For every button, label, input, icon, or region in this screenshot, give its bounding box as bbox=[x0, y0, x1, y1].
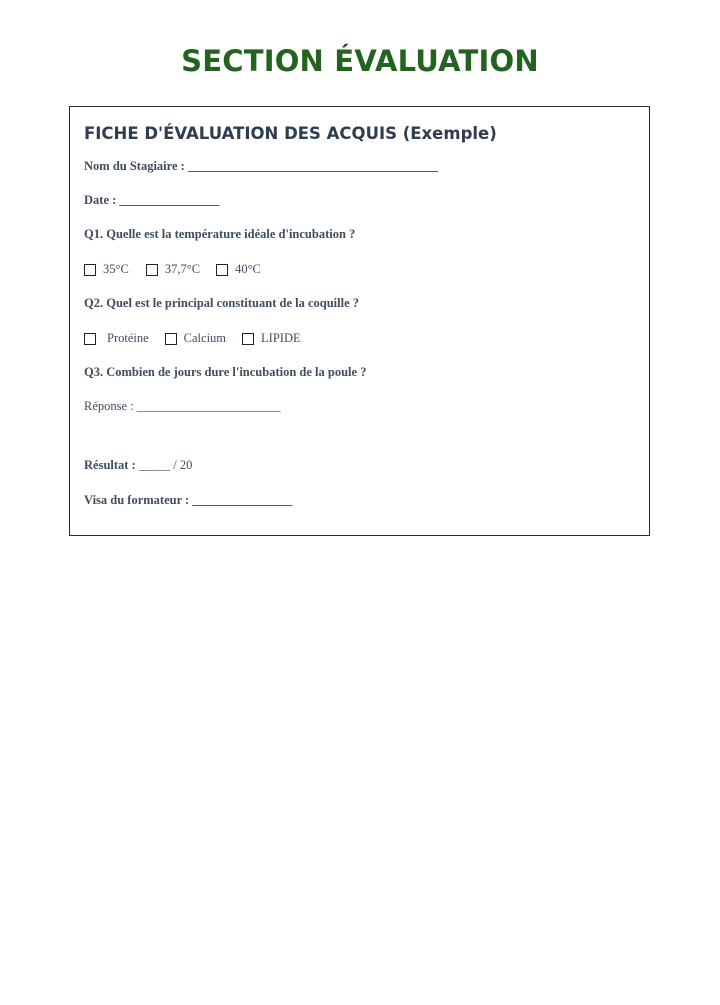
option-label: 40°C bbox=[235, 262, 261, 276]
section-title: SECTION ÉVALUATION bbox=[181, 44, 539, 78]
question-1-options bbox=[84, 262, 261, 277]
question-2-options bbox=[84, 331, 301, 346]
option-label: 37,7°C bbox=[164, 262, 201, 276]
q2-option-proteine[interactable] bbox=[84, 331, 149, 346]
checkbox[interactable] bbox=[216, 264, 228, 276]
q1-option-40[interactable] bbox=[216, 262, 261, 277]
result-field[interactable] bbox=[84, 458, 192, 473]
q2-option-calcium[interactable] bbox=[165, 331, 226, 346]
trainee-name-field[interactable]: Nom du Stagiaire : ________________________________________ bbox=[84, 159, 438, 173]
option-label: 35°C bbox=[103, 262, 129, 276]
trainer-visa-field[interactable]: Visa du formateur : ________________ bbox=[84, 493, 293, 507]
date-field[interactable]: Date : ________________ bbox=[84, 193, 220, 207]
evaluation-form-card bbox=[69, 106, 650, 536]
checkbox[interactable] bbox=[84, 333, 96, 345]
option-label: Calcium bbox=[183, 331, 227, 345]
result-value: _____ / 20 bbox=[135, 458, 193, 472]
checkbox[interactable] bbox=[84, 264, 96, 276]
checkbox[interactable] bbox=[146, 264, 158, 276]
q2-option-lipide[interactable] bbox=[242, 331, 301, 346]
option-label: LIPIDE bbox=[261, 331, 301, 345]
checkbox[interactable] bbox=[242, 333, 254, 345]
answer-field[interactable]: Réponse : _______________________ bbox=[84, 399, 281, 413]
question-1: Q1. Quelle est la température idéale d'incubation ? bbox=[84, 227, 356, 241]
question-2: Q2. Quel est le principal constituant de la coquille ? bbox=[84, 296, 360, 310]
option-label: Protéine bbox=[107, 331, 149, 345]
question-3: Q3. Combien de jours dure l'incubation de la poule ? bbox=[84, 365, 367, 379]
q1-option-35[interactable] bbox=[84, 262, 129, 277]
q1-option-37-7[interactable] bbox=[146, 262, 200, 277]
result-label: Résultat : bbox=[84, 458, 136, 472]
form-title: FICHE D'ÉVALUATION DES ACQUIS (Exemple) bbox=[84, 124, 497, 143]
checkbox[interactable] bbox=[165, 333, 177, 345]
